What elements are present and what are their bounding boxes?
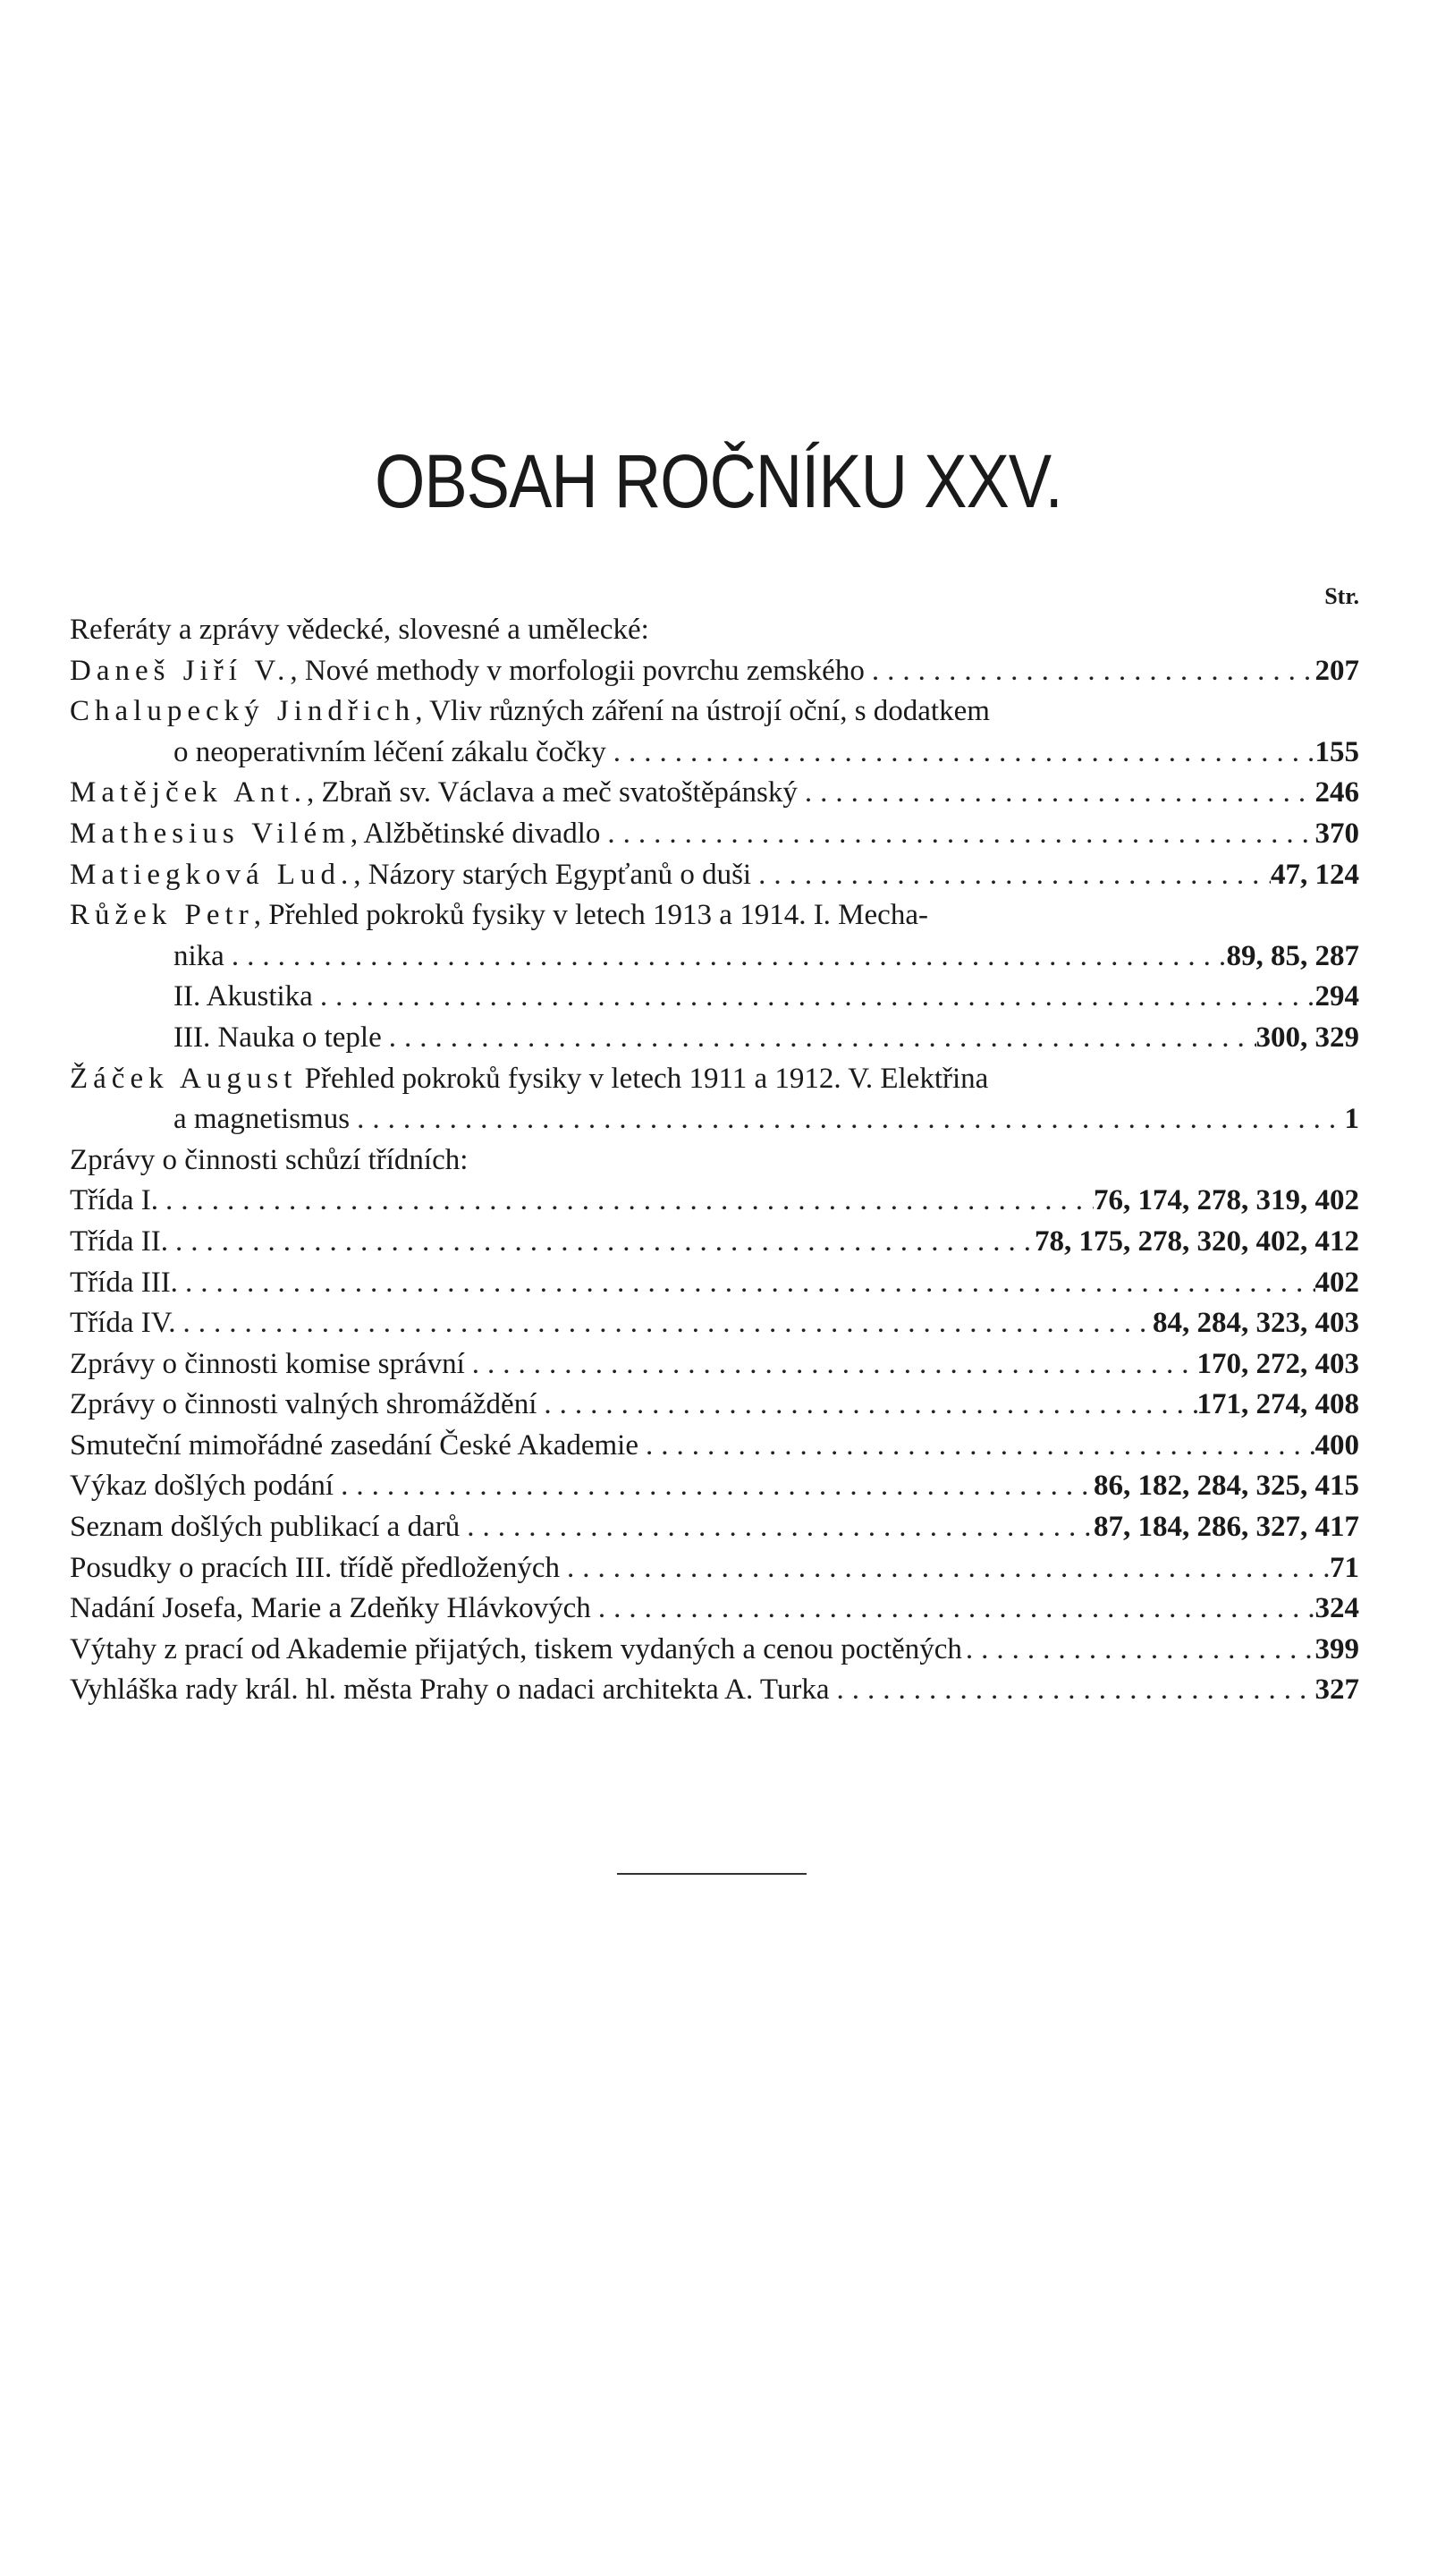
page-numbers: 246 [1314,776,1359,809]
dot-leader [798,773,1315,814]
toc-entry [70,1263,1359,1304]
entry-text: Třída II. [70,1224,168,1258]
page-numbers: 170, 272, 403 [1196,1347,1359,1380]
entry-text: , Zbraň sv. Václava a meč svatoštěpánský [306,776,798,809]
dot-leader [962,1630,1315,1671]
author-name: Mathesius Vilém [70,817,351,850]
entry-text: III. Nauka o teple [173,1021,382,1054]
dot-leader [560,1548,1330,1589]
dot-leader [537,1385,1196,1426]
entry-text: , Názory starých Egypťanů o duši [353,858,752,891]
toc-section-heading [70,610,1359,651]
dot-leader [158,1181,1094,1222]
page-numbers: 399 [1314,1632,1359,1665]
toc-entry-subpart [70,1018,1359,1059]
toc-entry [70,1181,1359,1222]
entry-text: Přehled pokroků fysiky v letech 1911 a 1912. V. Elektřina [297,1062,989,1095]
entry-text: Nadání Josefa, Marie a Zdeňky Hlávkových [70,1592,591,1625]
dot-leader [460,1507,1094,1548]
entry-text: Výkaz došlých podání [70,1470,334,1503]
dot-leader [638,1426,1315,1467]
dot-leader [865,651,1315,692]
entry-text: Zprávy o činnosti schůzí třídních: [70,1143,469,1176]
toc-entry-continuation [70,936,1359,978]
dot-leader [313,977,1315,1018]
entry-text: Výtahy z prací od Akademie přijatých, tiskem vydaných a cenou poctěných [70,1632,962,1665]
dot-leader [606,733,1315,774]
toc-entry [70,691,1359,733]
author-name: Matějček Ant. [70,776,307,809]
page-numbers: 155 [1314,735,1359,768]
dot-leader [350,1099,1344,1140]
author-name: Daneš Jiří V. [70,654,291,687]
dot-leader [178,1263,1315,1304]
entry-text: Seznam došlých publikací a darů [70,1511,461,1544]
toc-entry [70,651,1359,692]
toc-entry [70,814,1359,855]
page-numbers: 171, 274, 408 [1196,1388,1359,1421]
page-numbers: 78, 175, 278, 320, 402, 412 [1035,1224,1359,1258]
page-numbers: 87, 184, 286, 327, 417 [1094,1511,1359,1544]
toc-entry [70,1507,1359,1548]
entry-text: , Nové methody v morfologii povrchu zemského [290,654,865,687]
page-numbers: 207 [1314,654,1359,687]
entry-text: nika [173,939,224,972]
page-numbers: 402 [1314,1266,1359,1299]
page-numbers: 294 [1314,980,1359,1013]
author-name: Žáček August [70,1062,298,1095]
page-numbers: 1 [1344,1103,1359,1136]
toc-entry [70,1589,1359,1630]
dot-leader [224,936,1227,978]
entry-text: Zprávy o činnosti valných shromáždění [70,1388,537,1421]
toc-entry [70,1385,1359,1426]
entry-text: , Vliv různých záření na ústrojí oční, s dodatkem [415,695,990,728]
dot-leader [751,855,1271,896]
page-numbers: 47, 124 [1271,858,1359,891]
page-numbers: 84, 284, 323, 403 [1153,1307,1359,1340]
entry-text: Posudky o pracích III. třídě předložených [70,1551,560,1584]
closing-rule [617,1873,807,1875]
entry-text: Smuteční mimořádné zasedání České Akademie [70,1428,638,1462]
dot-leader [600,814,1314,855]
page-title: OBSAH ROČNÍKU XXV. [375,439,1062,523]
entry-text: a magnetismus [173,1103,351,1136]
page-numbers: 300, 329 [1255,1021,1359,1054]
entry-text: Třída III. [70,1266,178,1299]
entry-text: , Alžbětinské divadlo [350,817,601,850]
dot-leader [830,1670,1315,1711]
author-name: Matiegková Lud. [70,858,354,891]
entry-text: Zprávy o činnosti komise správní [70,1347,465,1380]
toc-entry [70,1344,1359,1385]
page-numbers: 400 [1314,1428,1359,1462]
author-name: Chalupecký Jindřich [70,695,416,728]
dot-leader [465,1344,1197,1385]
page-numbers: 327 [1314,1674,1359,1707]
page-numbers: 76, 174, 278, 319, 402 [1094,1184,1359,1217]
dot-leader [168,1222,1035,1263]
toc-entry [70,1222,1359,1263]
dot-leader [176,1303,1153,1344]
entry-text: Referáty a zprávy vědecké, slovesné a umělecké: [70,614,649,646]
page-numbers: 324 [1314,1592,1359,1625]
page-numbers: 89, 85, 287 [1226,939,1359,972]
entry-text: o neoperativním léčení zákalu čočky [173,735,606,768]
page-numbers: 86, 182, 284, 325, 415 [1094,1470,1359,1503]
toc-entry [70,773,1359,814]
toc-entry [70,1548,1359,1589]
page-column-header: Str. [1324,583,1359,609]
toc-entry-continuation [70,1099,1359,1140]
author-name: Růžek Petr [70,899,254,932]
entry-text: Třída I. [70,1184,158,1217]
toc-section-heading [70,1140,1359,1182]
entry-text: Vyhláška rady král. hl. města Prahy o nadaci architekta A. Turka [70,1674,830,1707]
toc-entry-subpart [70,977,1359,1018]
toc-entry [70,1059,1359,1100]
page-numbers: 370 [1314,817,1359,850]
toc-entry [70,1303,1359,1344]
toc-entry [70,1466,1359,1507]
toc-entry [70,1630,1359,1671]
toc-entry [70,1426,1359,1467]
dot-leader [591,1589,1315,1630]
entry-text: , Přehled pokroků fysiky v letech 1913 a 1914. I. Mecha- [253,899,928,932]
page-numbers: 71 [1330,1551,1359,1584]
table-of-contents [70,610,1359,1711]
entry-text: Třída IV. [70,1307,176,1340]
dot-leader [334,1466,1094,1507]
entry-text: II. Akustika [173,980,313,1013]
dot-leader [382,1018,1256,1059]
toc-entry [70,1670,1359,1711]
toc-entry [70,855,1359,896]
toc-entry [70,895,1359,936]
toc-entry-continuation [70,733,1359,774]
